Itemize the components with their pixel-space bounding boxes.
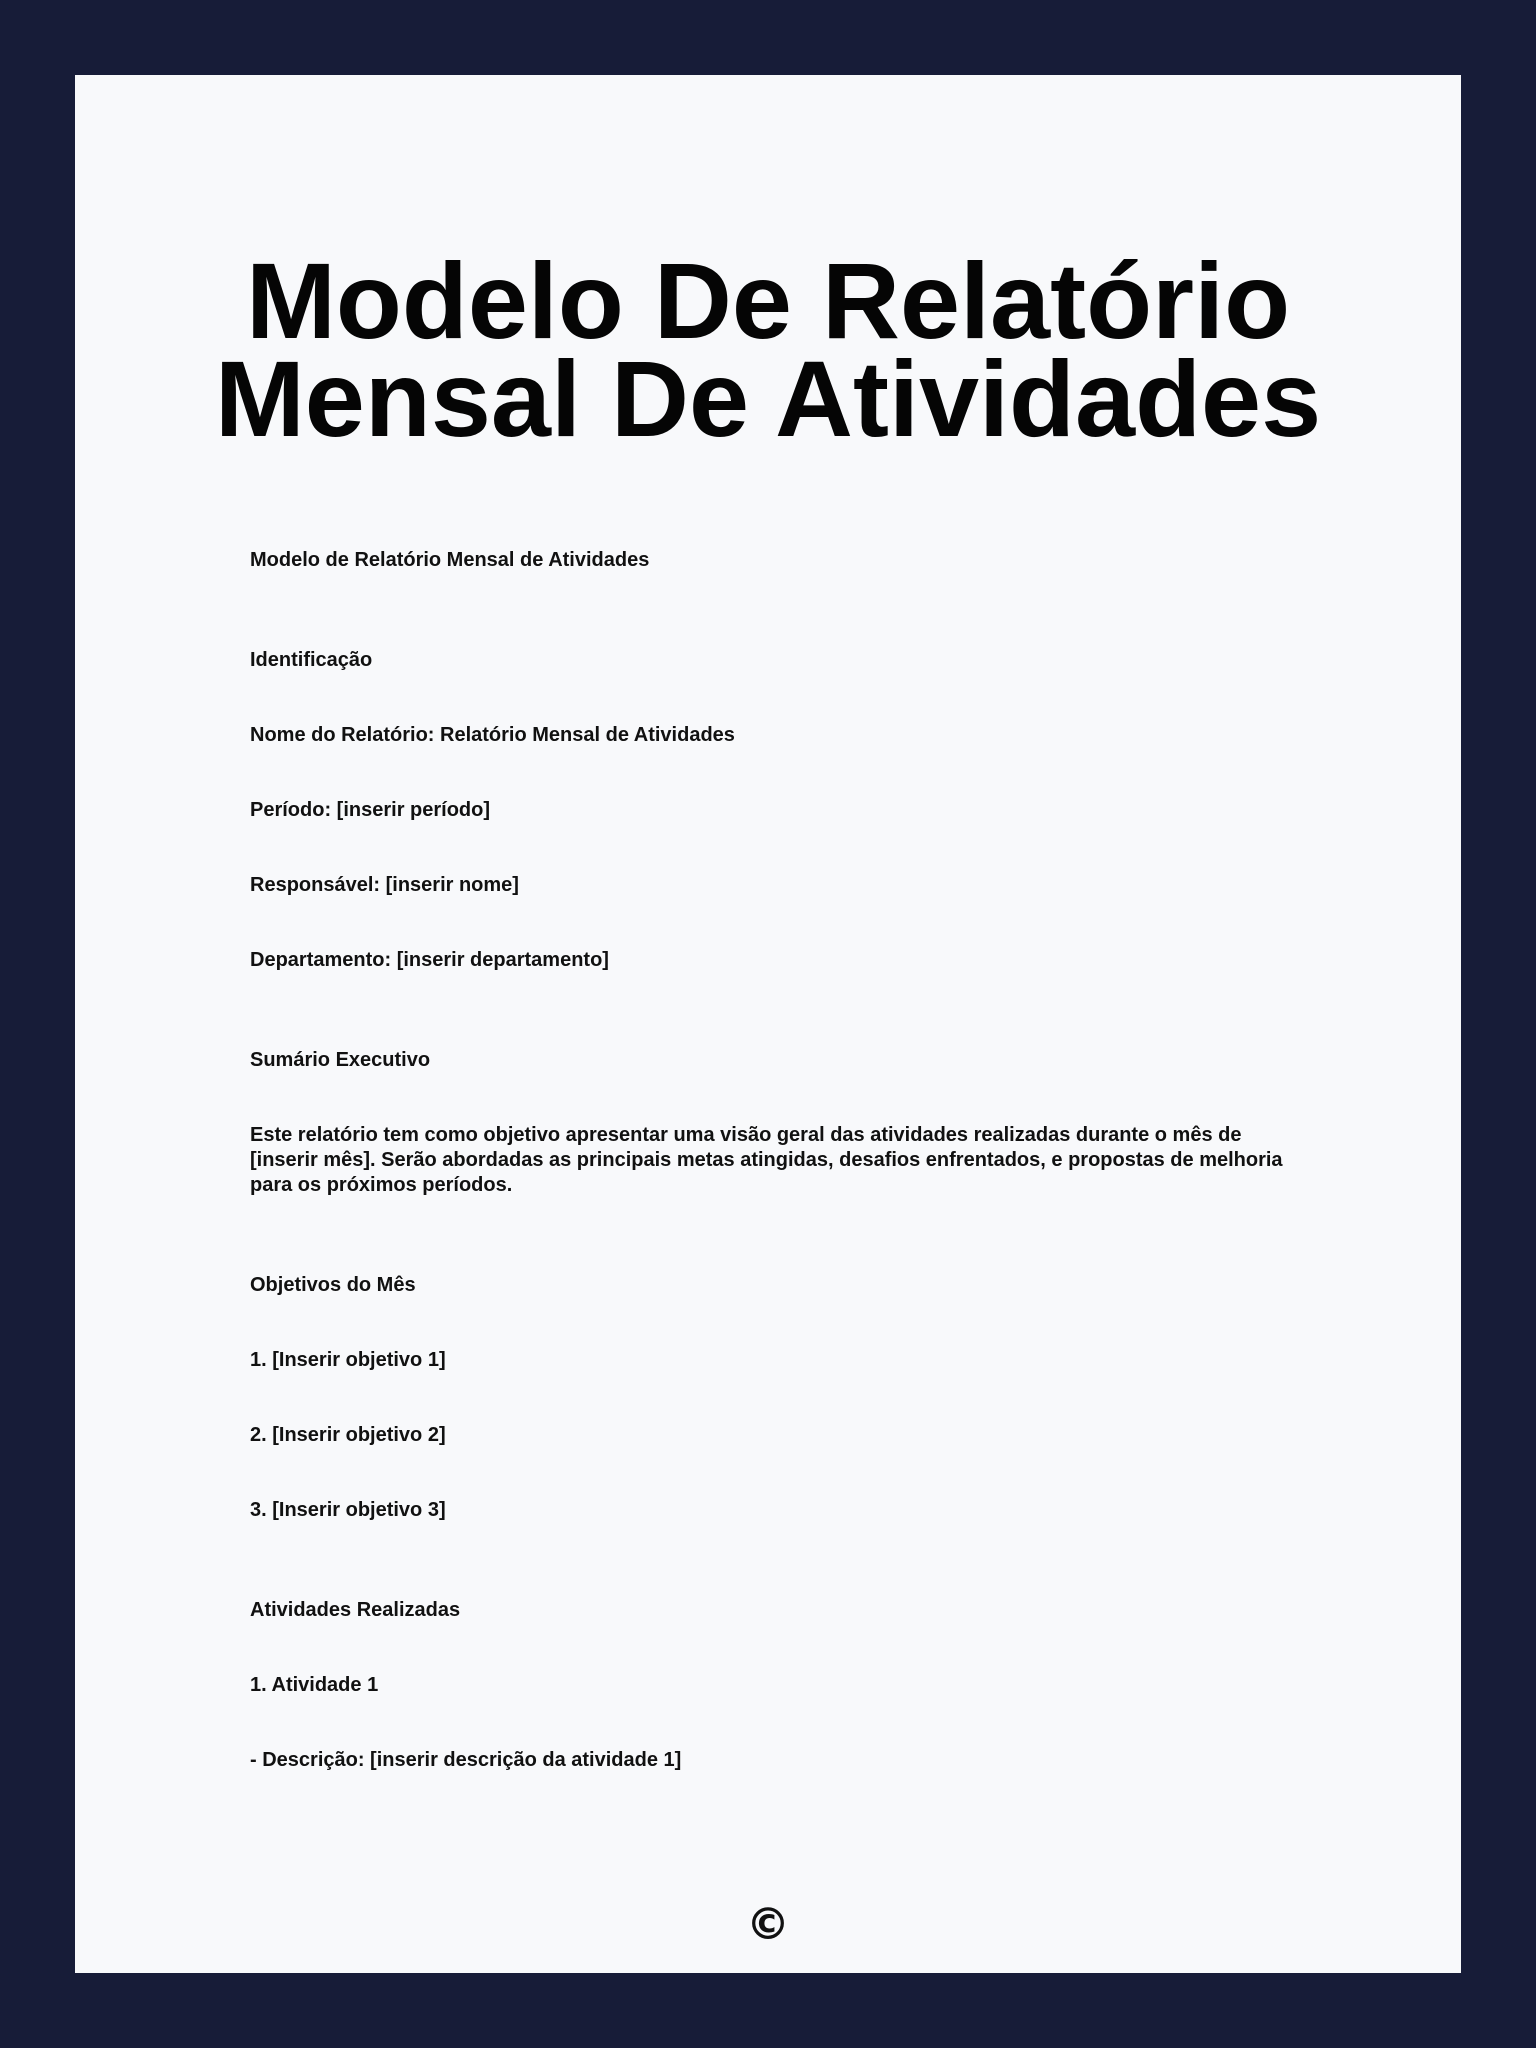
objectives-heading: Objetivos do Mês <box>250 1274 416 1296</box>
period-line: Período: [inserir período] <box>250 799 491 821</box>
document-subtitle: Modelo de Relatório Mensal de Atividades <box>250 549 650 571</box>
executive-summary-heading: Sumário Executivo <box>250 1049 431 1071</box>
activity-item: 1. Atividade 1 <box>250 1674 379 1696</box>
department-line: Departamento: [inserir departamento] <box>250 949 609 971</box>
identification-heading: Identificação <box>250 649 373 671</box>
document-page <box>75 75 1461 1973</box>
document-body <box>250 548 1310 1773</box>
activity-description: - Descrição: [inserir descrição da atividade 1] <box>250 1749 682 1771</box>
objective-item: 3. [Inserir objetivo 3] <box>250 1499 446 1521</box>
objective-item: 1. [Inserir objetivo 1] <box>250 1349 446 1371</box>
report-name-line: Nome do Relatório: Relatório Mensal de Atividades <box>250 724 735 746</box>
copyright-icon: © <box>746 1899 790 1950</box>
objective-item: 2. [Inserir objetivo 2] <box>250 1424 446 1446</box>
activities-heading: Atividades Realizadas <box>250 1599 461 1621</box>
executive-summary-text: Este relatório tem como objetivo apresentar uma visão geral das atividades realizadas durante o mês de [inserir mês]. Serão abordadas as principais metas atingidas, desafios enfrentados, e propostas de melhoria para os próximos períodos. <box>250 1124 1283 1196</box>
responsible-line: Responsável: [inserir nome] <box>250 874 519 896</box>
document-title: Modelo De Relatório Mensal De Atividades <box>214 240 1322 459</box>
